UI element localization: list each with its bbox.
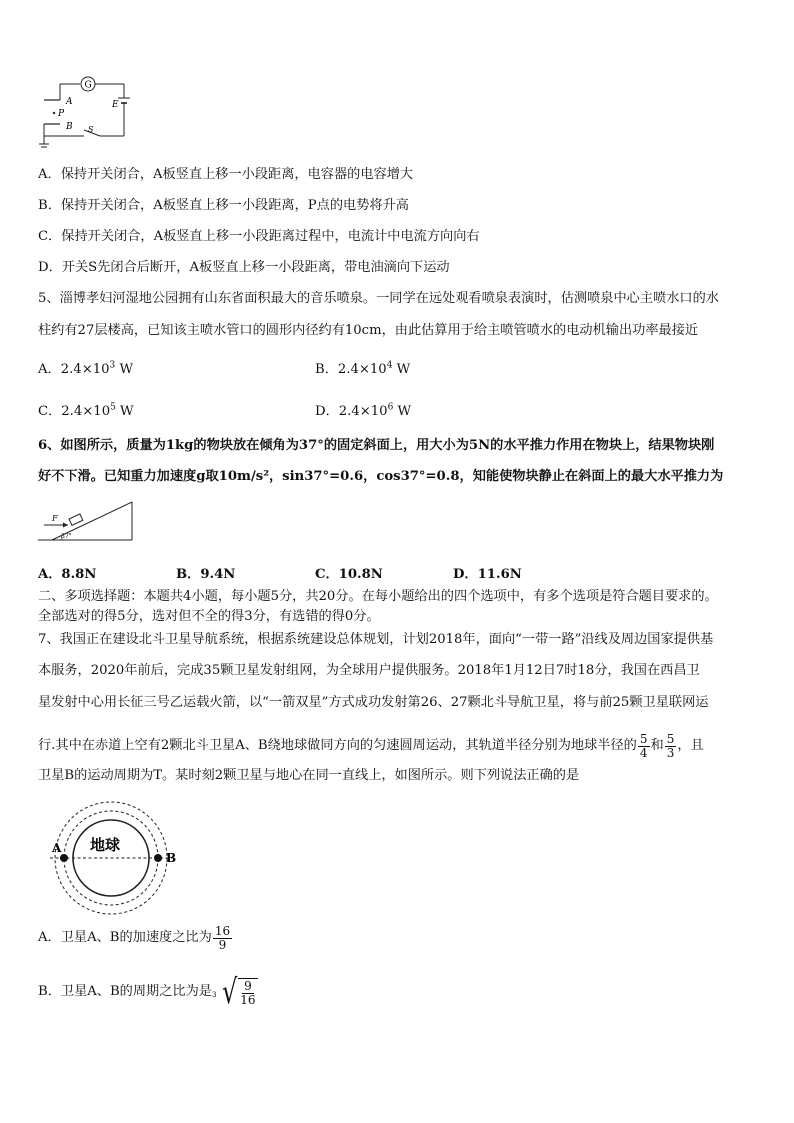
q7-option-a: A．卫星A、B的加速度之比为 $\frac{16}{9}$: [38, 923, 231, 952]
fraction-5-4: $\frac{5}{4}$: [639, 731, 648, 760]
satellite-orbit-figure: [40, 800, 190, 916]
satellite-a-label: A: [52, 841, 62, 855]
q6-stem-line2: 好不下滑。已知重力加速度g取10m/s²，sin37°=0.6，cos37°=0.8，知能使物块静止在斜面上的最大水平推力为: [38, 469, 724, 484]
angle-label: 37°: [61, 533, 72, 540]
q5-stem-line1: 5、淄博孝妇河湿地公园拥有山东省面积最大的音乐喷泉。一同学在远处观看喷泉表演时，估测喷泉中心主喷水口的水: [38, 291, 719, 306]
q7-stem-line2: 本服务，2020年前后，完成35颗卫星发射组网，为全球用户提供服务。2018年1月12日7时18分，我国在西昌卫: [38, 663, 700, 678]
incline-figure: [38, 500, 138, 545]
cube-root-expression: 3 √ $\frac{9}{16}$: [211, 972, 256, 1012]
q4-option-a: A．保持开关闭合，A板竖直上移一小段距离，电容器的电容增大: [38, 167, 414, 182]
section2-heading-line1: 二、多项选择题：本题共4小题，每小题5分，共20分。在每小题给出的四个选项中，有多个选项是符合题目要求的。: [38, 589, 718, 604]
q7-stem-line1: 7、我国正在建设北斗卫星导航系统，根据系统建设总体规划，计划2018年，面向“一带一路”沿线及周边国家提供基: [38, 632, 714, 647]
q6-option-d: D．11.6N: [453, 567, 522, 582]
q6-option-b: B．9.4N: [176, 567, 236, 582]
galvanometer-label: G: [84, 80, 92, 91]
point-p-label: P: [58, 109, 65, 119]
earth-label: 地球: [90, 836, 121, 854]
q7-stem-line3: 星发射中心用长征三号乙运载火箭，以“一箭双星”方式成功发射第26、27颗北斗导航卫星，将与前25颗卫星联网运: [38, 695, 709, 710]
q7-option-b: B．卫星A、B的周期之比为是 3 √ $\frac{9}{16}$: [38, 968, 259, 1016]
q6-option-a: A．8.8N: [38, 567, 97, 582]
q4-option-d: D．开关S先闭合后断开，A板竖直上移一小段距离，带电油滴向下运动: [38, 260, 450, 275]
section2-heading-line2: 全部选对的得5分，选对但不全的得3分，有选错的得0分。: [38, 609, 380, 624]
q4-option-b: B．保持开关闭合，A板竖直上移一小段距离，P点的电势将升高: [38, 198, 409, 213]
switch-label: S: [88, 125, 94, 134]
satellite-b-label: B: [166, 851, 177, 865]
q5-option-c: C．$2.4\times 10^5$ W: [38, 402, 134, 419]
q5-stem-line2: 柱约有27层楼高，已知该主喷水管口的圆形内径约有10cm，由此估算用于给主喷管喷水的电动机输出功率最接近: [38, 323, 699, 338]
plate-a-label: A: [66, 97, 73, 107]
capacitor-circuit-figure: [36, 76, 136, 156]
q7-stem-line5: 卫星B的运动周期为T。某时刻2颗卫星与地心在同一直线上，如图所示。则下列说法正确的是: [38, 768, 580, 783]
q5-option-d: D．$2.4\times 10^6$ W: [315, 402, 412, 419]
q7-stem-line4: 行.其中在赤道上空有2颗北斗卫星A、B绕地球做同方向的匀速圆周运动，其轨道半径分别为地球半径的 $\frac{5}{4}$ 和 $\frac{5}{3}$ ，且: [38, 731, 704, 760]
q4-option-c: C．保持开关闭合，A板竖直上移一小段距离过程中，电流计中电流方向向右: [38, 229, 480, 244]
q5-option-b: B．$2.4\times 10^4$ W: [315, 360, 411, 377]
fraction-5-3: $\frac{5}{3}$: [666, 731, 675, 760]
q6-option-c: C．10.8N: [315, 567, 383, 582]
plate-b-label: B: [66, 122, 73, 132]
battery-label: E: [112, 100, 119, 110]
q5-option-a: A．$2.4\times 10^3$ W: [38, 360, 134, 377]
force-label: F: [52, 514, 58, 523]
fraction-16-9: $\frac{16}{9}$: [214, 923, 231, 952]
q6-stem-line1: 6、如图所示，质量为1kg的物块放在倾角为37°的固定斜面上，用大小为5N的水平推力作用在物块上，结果物块刚: [38, 438, 715, 453]
